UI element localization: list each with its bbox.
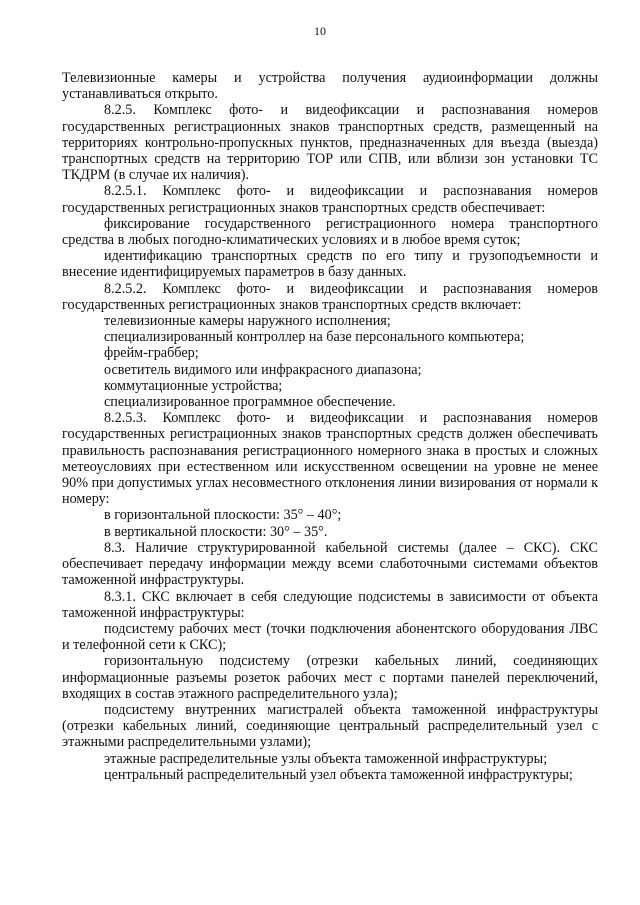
paragraph: фрейм-граббер; [104,345,199,362]
paragraph: 8.2.5.2. Комплекс фото- и видеофиксации и распознавания номеров государственных регистрационных знаков транспортных средств включает: [62,280,598,313]
paragraph: подсистему рабочих мест (точки подключения абонентского оборудования ЛВС и телефонной сети к СКС); [62,620,598,654]
paragraph: коммутационные устройства; [104,377,283,394]
paragraph: 8.2.5. Комплекс фото- и видеофиксации и распознавания номеров государственных регистрационных знаков транспортных средств, размещенный на территориях контрольно-пропускных пунктов, предназначенных для въезда (выезда) транспортных средств на территорию ТОР или СПВ, или вблизи зон установки ТС ТКДРМ (в случае их наличия). [62,102,598,184]
paragraph: фиксирование государственного регистрационного номера транспортного средства в любых погодно-климатических условиях и в любое время суток; [62,215,598,249]
paragraph: 8.2.5.3. Комплекс фото- и видеофиксации и распознавания номеров государственных регистрационных знаков транспортных средств должен обеспечивать правильность распознавания регистрационного номерного знака в простых и сложных метеоусловиях при естественном или искусственном освещении на уровне не менее 90% при допустимых углах несовместного отклонения линии визирования от нормали к номеру: [62,410,598,508]
paragraph: специализированное программное обеспечение. [104,394,396,411]
paragraph: этажные распределительные узлы объекта таможенной инфраструктуры; [104,750,548,767]
paragraph: горизонтальную подсистему (отрезки кабельных линий, соединяющих информационные разъемы розеток рабочих мест с портами панелей переключений, входящих в состав этажного распределительного узла); [62,653,598,702]
paragraph: подсистему внутренних магистралей объекта таможенной инфраструктуры (отрезки кабельных линий, соединяющие центральный распределительный узел с этажными распределительными узлами); [62,701,598,751]
paragraph: 8.3.1. СКС включает в себя следующие подсистемы в зависимости от объекта таможенной инфраструктуры: [62,588,598,621]
paragraph: 8.2.5.1. Комплекс фото- и видеофиксации и распознавания номеров государственных регистрационных знаков транспортных средств обеспечивает: [62,183,598,216]
paragraph: центральный распределительный узел объекта таможенной инфраструктуры; [104,766,573,783]
paragraph: 8.3. Наличие структурированной кабельной системы (далее – СКС). СКС обеспечивает передачу информации между всеми слаботочными системами объектов таможенной инфраструктуры. [62,539,598,589]
paragraph: в горизонтальной плоскости: 35° – 40°; [104,507,342,524]
paragraph: осветитель видимого или инфракрасного диапазона; [104,361,422,378]
paragraph: Телевизионные камеры и устройства получения аудиоинформации должны устанавливаться открыто. [62,70,598,103]
paragraph: специализированный контроллер на базе персонального компьютера; [104,329,525,346]
paragraph: в вертикальной плоскости: 30° – 35°. [104,523,328,540]
paragraph: идентификацию транспортных средств по его типу и грузоподъемности и внесение идентифицируемых параметров в базу данных. [62,248,598,281]
document-body [62,70,598,783]
page-number: 10 [314,24,326,38]
paragraph: телевизионные камеры наружного исполнения; [104,313,391,330]
